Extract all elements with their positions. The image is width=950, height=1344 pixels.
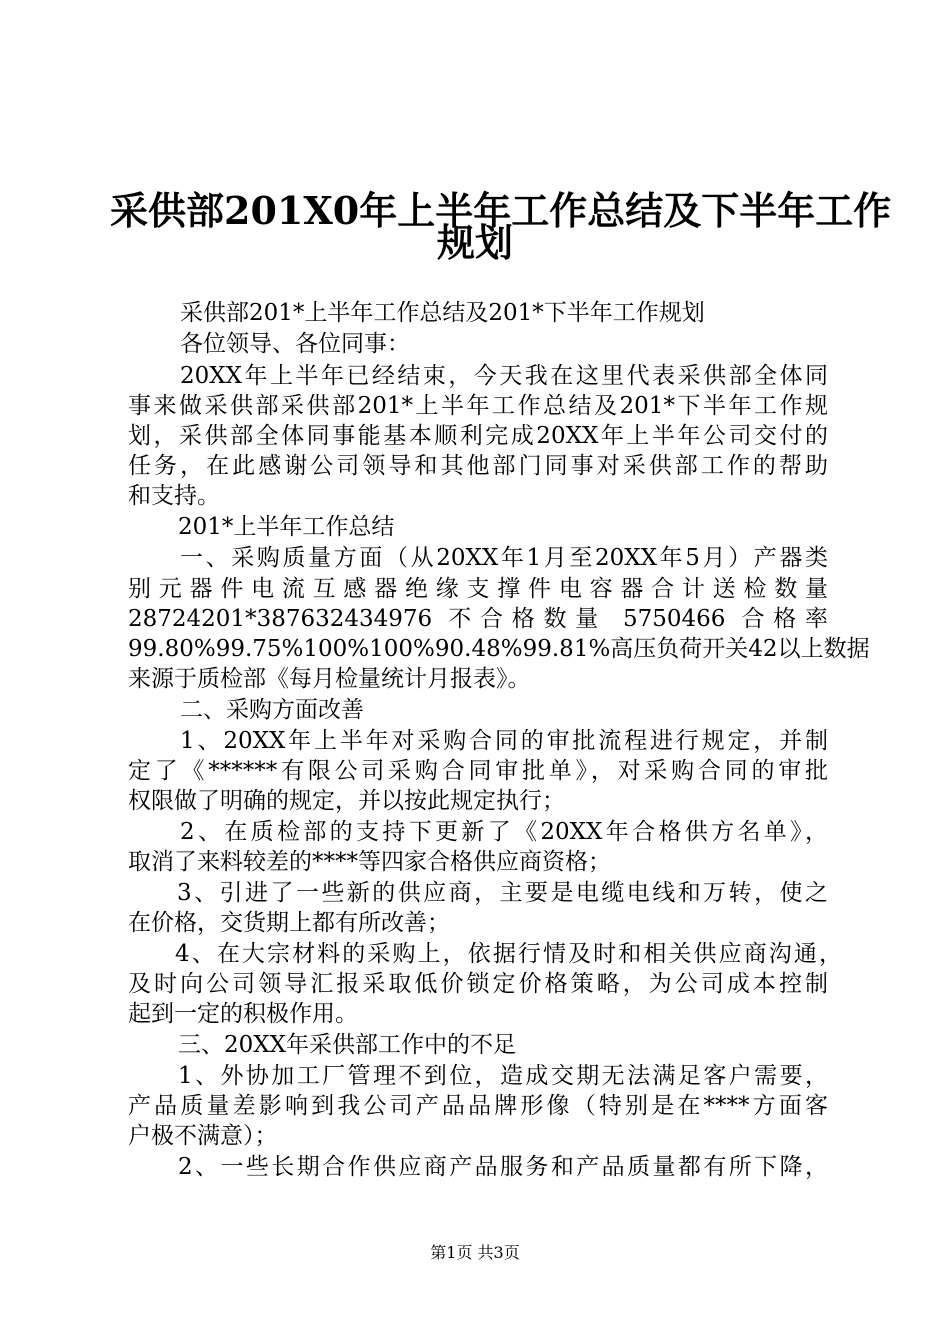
page-number-footer: 第1页 共3页 [430, 1243, 520, 1262]
paragraph-line: 任务，在此感谢公司领导和其他部门同事对采供部工作的帮助 [128, 453, 828, 479]
paragraph-line: 事来做采供部采供部201*上半年工作总结及201*下半年工作规 [128, 393, 828, 419]
section-heading: 三、20XX年采供部工作中的不足 [178, 1032, 517, 1058]
paragraph-line: 1、外协加工厂管理不到位，造成交期无法满足客户需要， [178, 1063, 828, 1089]
paragraph-line: 在价格，交货期上都有所改善； [128, 910, 450, 936]
document-title-line-2 [110, 220, 840, 284]
paragraph-line: 来源于质检部《每月检量统计月报表》。 [128, 666, 531, 692]
paragraph-line: 产品质量差影响到我公司产品品牌形像（特别是在****方面客 [128, 1093, 828, 1119]
paragraph-line: 采供部201*上半年工作总结及201*下半年工作规划 [180, 300, 705, 326]
section-heading: 二、采购方面改善 [180, 697, 364, 723]
paragraph-line: 99.80%99.75%100%100%90.48%99.81%高压负荷开关42以上数据 [128, 636, 870, 662]
paragraph-line: 户极不满意）； [128, 1123, 278, 1149]
section-heading: 201*上半年工作总结 [178, 514, 395, 540]
paragraph-line: 起到一定的积极作用。 [128, 1001, 358, 1027]
paragraph-line: 取消了来料较差的****等四家合格供应商资格； [128, 849, 611, 875]
paragraph-line: 28724201*387632434976 不合格数量 5750466 合格率 [128, 606, 828, 632]
paragraph-line: 4、在大宗材料的采购上，依据行情及时和相关供应商沟通， [175, 941, 842, 967]
paragraph-line: 2、一些长期合作供应商产品服务和产品质量都有所下降， [178, 1154, 828, 1180]
document-title-line-1: 采供部201X0年上半年工作总结及下半年工作 [110, 188, 892, 233]
paragraph-line: 1、20XX年上半年对采购合同的审批流程进行规定，并制 [180, 728, 828, 754]
document-title-line-2-text: 规划 [436, 220, 513, 265]
paragraph-line: 2、在质检部的支持下更新了《20XX年合格供方名单》， [180, 819, 828, 845]
paragraph-line: 一、采购质量方面（从20XX年1月至20XX年5月）产器类 [180, 545, 828, 571]
paragraph-line: 定了《******有限公司采购合同审批单》，对采购合同的审批 [128, 758, 828, 784]
paragraph-line: 3、引进了一些新的供应商，主要是电缆电线和万转，使之 [177, 880, 828, 906]
paragraph-line: 别元器件电流互感器绝缘支撑件电容器合计送检数量 [128, 576, 828, 602]
paragraph-line: 和支持。 [128, 483, 220, 509]
paragraph-line: 划，采供部全体同事能基本顺利完成20XX年上半年公司交付的 [128, 423, 828, 449]
paragraph-line: 20XX年上半年已经结束，今天我在这里代表采供部全体同 [180, 363, 828, 389]
paragraph-line: 各位领导、各位同事： [180, 331, 410, 357]
paragraph-line: 及时向公司领导汇报采取低价锁定价格策略，为公司成本控制 [128, 971, 828, 997]
paragraph-line: 权限做了明确的规定，并以按此规定执行； [128, 788, 565, 814]
